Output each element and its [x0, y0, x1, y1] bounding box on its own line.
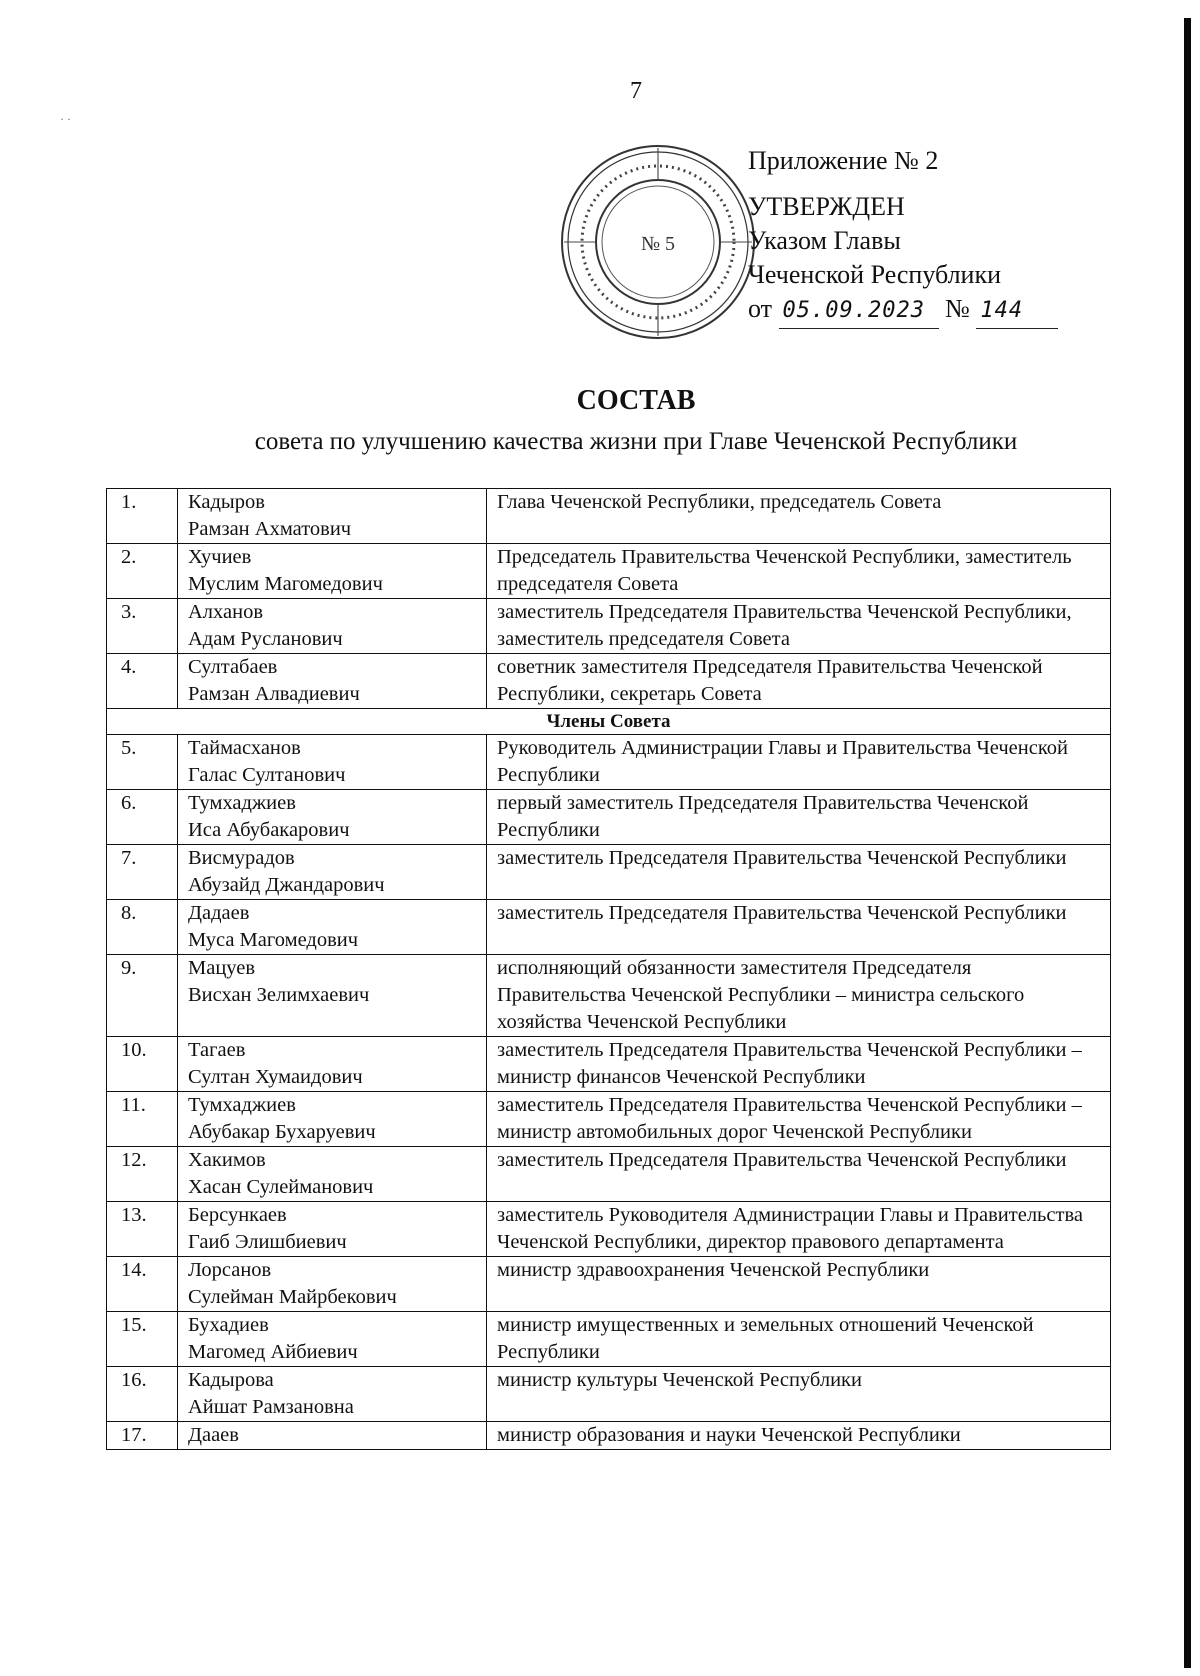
member-role: первый заместитель Председателя Правительства Чеченской Республики [487, 790, 1111, 845]
row-number: 5. [107, 735, 178, 790]
member-role: министр культуры Чеченской Республики [487, 1367, 1111, 1422]
council-members-table [106, 488, 1111, 1450]
member-name-cell [178, 1037, 487, 1092]
table-row [107, 1147, 1111, 1202]
approval-block [748, 144, 1058, 329]
approved-label: УТВЕРЖДЕН [748, 192, 905, 221]
decree-date: 05.09.2023 [782, 298, 925, 323]
member-role: министр имущественных и земельных отношений Чеченской Республики [487, 1312, 1111, 1367]
member-name-cell [178, 654, 487, 709]
row-number: 17. [107, 1422, 178, 1450]
member-role: заместитель Председателя Правительства Чеченской Республики [487, 1147, 1111, 1202]
member-name-cell [178, 845, 487, 900]
member-surname: Дадаев [188, 902, 250, 924]
table-row [107, 544, 1111, 599]
member-surname: Кадыров [188, 491, 265, 513]
table-row [107, 599, 1111, 654]
document-subtitle: совета по улучшению качества жизни при Главе Чеченской Республики [254, 428, 1018, 455]
member-given-names: Галас Султанович [188, 764, 346, 786]
row-number: 13. [107, 1202, 178, 1257]
member-given-names: Абузайд Джандарович [188, 874, 385, 896]
member-surname: Хакимов [188, 1149, 266, 1171]
section-header-row [107, 709, 1111, 735]
table-row [107, 1422, 1111, 1450]
member-role: советник заместителя Председателя Правительства Чеченской Республики, секретарь Совета [487, 654, 1111, 709]
member-surname: Бухадиев [188, 1314, 269, 1336]
member-name-cell [178, 1422, 487, 1450]
member-surname: Тумхаджиев [188, 792, 296, 814]
member-given-names: Султан Хумаидович [188, 1066, 363, 1088]
member-surname: Тумхаджиев [188, 1094, 296, 1116]
member-surname: Висмурадов [188, 847, 295, 869]
member-surname: Тагаев [188, 1039, 246, 1061]
member-given-names: Хасан Сулейманович [188, 1176, 374, 1198]
member-name-cell [178, 955, 487, 1037]
member-name-cell [178, 900, 487, 955]
section-header: Члены Совета [107, 709, 1111, 735]
table-row [107, 790, 1111, 845]
scan-speck: · · [60, 112, 71, 126]
table-row [107, 955, 1111, 1037]
decree-date-line [748, 292, 1058, 329]
member-name-cell [178, 599, 487, 654]
seal-number: № 5 [640, 233, 676, 255]
member-given-names: Магомед Айбиевич [188, 1341, 358, 1363]
member-surname: Берсункаев [188, 1204, 287, 1226]
table-row [107, 1312, 1111, 1367]
table-row [107, 735, 1111, 790]
scan-edge-bar [1184, 18, 1191, 1668]
member-role: заместитель Председателя Правительства Чеченской Республики – министр автомобильных дорог Чеченской Республики [487, 1092, 1111, 1147]
table-row [107, 1367, 1111, 1422]
member-given-names: Сулейман Майрбекович [188, 1286, 397, 1308]
decree-number: 144 [980, 298, 1024, 323]
member-surname: Лорсанов [188, 1259, 272, 1281]
document-title: СОСТАВ [576, 385, 696, 416]
member-given-names: Айшат Рамзановна [188, 1396, 354, 1418]
row-number: 1. [107, 489, 178, 544]
member-role: заместитель Председателя Правительства Чеченской Республики – министр финансов Чеченской Республики [487, 1037, 1111, 1092]
row-number: 16. [107, 1367, 178, 1422]
row-number: 11. [107, 1092, 178, 1147]
member-given-names: Адам Русланович [188, 628, 343, 650]
member-name-cell [178, 1257, 487, 1312]
republic-label: Чеченской Республики [748, 260, 1002, 289]
member-role: министр здравоохранения Чеченской Республики [487, 1257, 1111, 1312]
row-number: 6. [107, 790, 178, 845]
member-name-cell [178, 489, 487, 544]
row-number: 4. [107, 654, 178, 709]
table-row [107, 1092, 1111, 1147]
row-number: 3. [107, 599, 178, 654]
member-given-names: Гаиб Элишбиевич [188, 1231, 347, 1253]
member-name-cell [178, 735, 487, 790]
page-number: 7 [630, 78, 642, 104]
member-role: заместитель Председателя Правительства Чеченской Республики, заместитель председателя Совета [487, 599, 1111, 654]
member-surname: Хучиев [188, 546, 252, 568]
member-given-names: Муса Магомедович [188, 929, 359, 951]
member-role: Руководитель Администрации Главы и Правительства Чеченской Республики [487, 735, 1111, 790]
row-number: 9. [107, 955, 178, 1037]
table-row [107, 900, 1111, 955]
appendix-label: Приложение № 2 [748, 146, 939, 175]
table-row [107, 1257, 1111, 1312]
member-name-cell [178, 1202, 487, 1257]
member-surname: Таймасханов [188, 737, 301, 759]
table-row [107, 1037, 1111, 1092]
member-role: министр образования и науки Чеченской Республики [487, 1422, 1111, 1450]
member-given-names: Муслим Магомедович [188, 573, 383, 595]
member-given-names: Висхан Зелимхаевич [188, 984, 370, 1006]
row-number: 2. [107, 544, 178, 599]
member-role: заместитель Председателя Правительства Чеченской Республики [487, 845, 1111, 900]
member-name-cell [178, 790, 487, 845]
official-seal [558, 142, 758, 342]
number-prefix: № [945, 294, 970, 323]
member-name-cell [178, 1312, 487, 1367]
member-surname: Мацуев [188, 957, 256, 979]
member-role: заместитель Председателя Правительства Чеченской Республики [487, 900, 1111, 955]
member-surname: Султабаев [188, 656, 278, 678]
member-name-cell [178, 1147, 487, 1202]
date-prefix: от [748, 294, 773, 323]
table-row [107, 654, 1111, 709]
row-number: 7. [107, 845, 178, 900]
row-number: 8. [107, 900, 178, 955]
table-row [107, 489, 1111, 544]
member-name-cell [178, 1367, 487, 1422]
member-given-names: Рамзан Алвадиевич [188, 683, 360, 705]
member-given-names: Иса Абубакарович [188, 819, 350, 841]
member-role: Глава Чеченской Республики, председатель Совета [487, 489, 1111, 544]
member-role: исполняющий обязанности заместителя Председателя Правительства Чеченской Республики – министра сельского хозяйства Чеченской Республики [487, 955, 1111, 1037]
member-given-names: Абубакар Бухаруевич [188, 1121, 376, 1143]
member-role: Председатель Правительства Чеченской Республики, заместитель председателя Совета [487, 544, 1111, 599]
member-surname: Кадырова [188, 1369, 274, 1391]
member-role: заместитель Руководителя Администрации Главы и Правительства Чеченской Республики, директор правового департамента [487, 1202, 1111, 1257]
row-number: 15. [107, 1312, 178, 1367]
row-number: 14. [107, 1257, 178, 1312]
table-row [107, 1202, 1111, 1257]
table-row [107, 845, 1111, 900]
row-number: 10. [107, 1037, 178, 1092]
member-given-names: Рамзан Ахматович [188, 518, 352, 540]
decree-label: Указом Главы [748, 226, 901, 255]
member-name-cell [178, 544, 487, 599]
member-surname: Дааев [188, 1424, 239, 1446]
member-surname: Алханов [188, 601, 264, 623]
member-name-cell [178, 1092, 487, 1147]
row-number: 12. [107, 1147, 178, 1202]
